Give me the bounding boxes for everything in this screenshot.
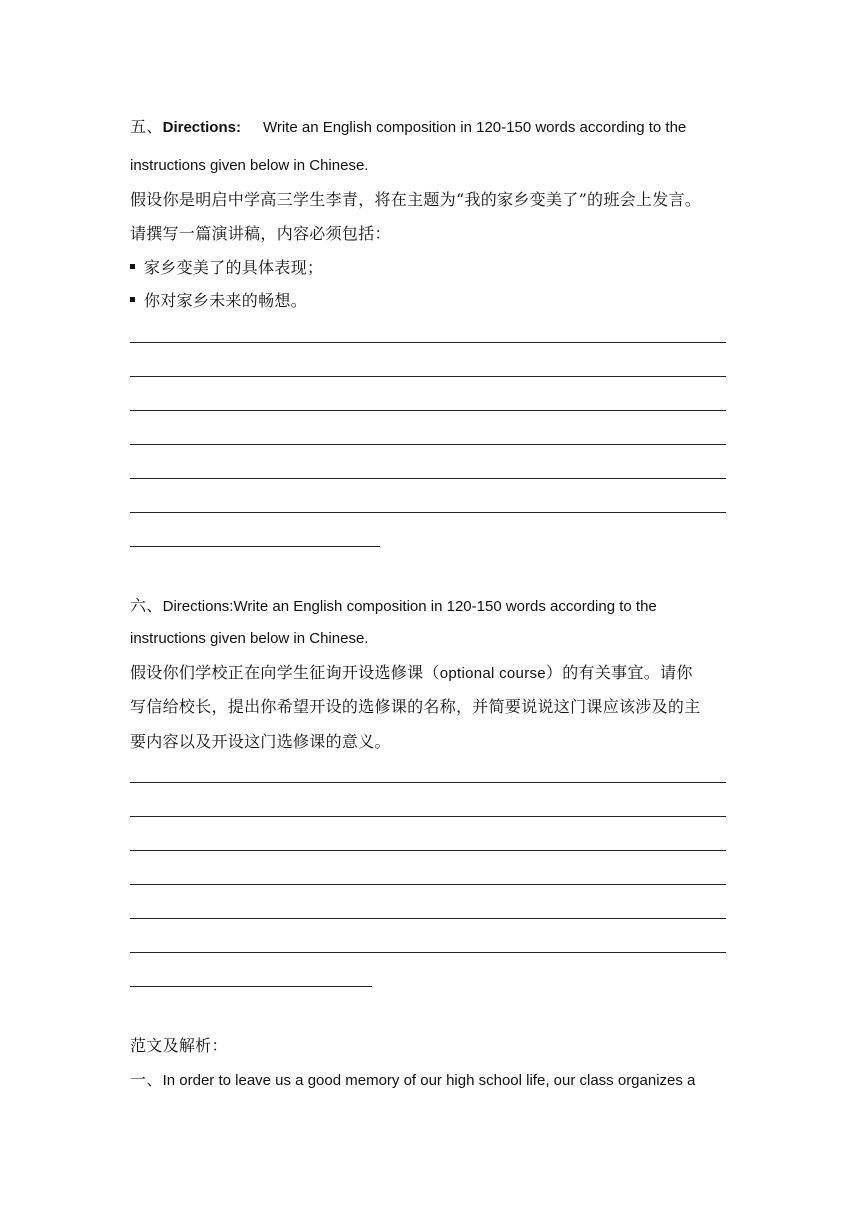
q5-directions-cont: instructions given below in Chinese. — [130, 157, 369, 174]
answer-line[interactable] — [130, 816, 726, 817]
answer-line[interactable] — [130, 376, 726, 377]
q6-directions-cont: instructions given below in Chinese. — [130, 630, 369, 647]
answer-item-1-number: 一、 — [130, 1070, 163, 1089]
q5-directions-label: Directions: — [162, 119, 241, 136]
q5-directions-line — [130, 117, 686, 138]
q5-number: 五、 — [130, 117, 163, 136]
answer-line[interactable] — [130, 884, 726, 885]
q5-bullet-text: 你对家乡未来的畅想。 — [144, 291, 308, 310]
answer-line[interactable] — [130, 850, 726, 851]
answer-line[interactable] — [130, 952, 726, 953]
answer-line[interactable] — [130, 342, 726, 343]
q5-bullet-item — [130, 291, 307, 311]
q5-prompt-line1: 假设你是明启中学高三学生李青，将在主题为“我的家乡变美了”的班会上发言。 — [130, 190, 702, 209]
q6-directions-line — [130, 596, 657, 617]
answer-item-1-text: In order to leave us a good memory of our high school life, our class organizes a — [162, 1072, 696, 1089]
answer-line[interactable] — [130, 918, 726, 919]
q5-directions-text: Write an English composition in 120-150 words according to the — [262, 119, 687, 136]
answer-line[interactable] — [130, 512, 726, 513]
q6-directions-text: Directions:Write an English composition in 120-150 words according to the — [162, 598, 657, 615]
bullet-icon — [130, 264, 135, 269]
answer-line[interactable] — [130, 546, 380, 547]
q6-number: 六、 — [130, 596, 163, 615]
q5-bullet-item — [130, 258, 323, 278]
q6-prompt-line1-a: 假设你们学校正在向学生征询开设选修课（ — [130, 663, 440, 682]
answer-item-1 — [130, 1070, 695, 1091]
answer-line[interactable] — [130, 478, 726, 479]
q6-prompt-line2: 写信给校长，提出你希望开设的选修课的名称，并简要说说这门课应该涉及的主 — [130, 697, 701, 716]
q6-prompt-line3: 要内容以及开设这门选修课的意义。 — [130, 732, 391, 751]
answer-line[interactable] — [130, 986, 372, 987]
answers-heading: 范文及解析： — [130, 1036, 228, 1055]
answer-line[interactable] — [130, 410, 726, 411]
q5-bullet-text: 家乡变美了的具体表现； — [144, 258, 324, 277]
q6-prompt-line1 — [130, 663, 693, 684]
q6-prompt-line1-b: ）的有关事宜。请你 — [545, 663, 693, 682]
q6-prompt-line1-en: optional course — [439, 665, 546, 682]
answer-line[interactable] — [130, 444, 726, 445]
answer-line[interactable] — [130, 782, 726, 783]
q5-prompt-line2: 请撰写一篇演讲稿，内容必须包括： — [130, 224, 391, 243]
bullet-icon — [130, 297, 135, 302]
